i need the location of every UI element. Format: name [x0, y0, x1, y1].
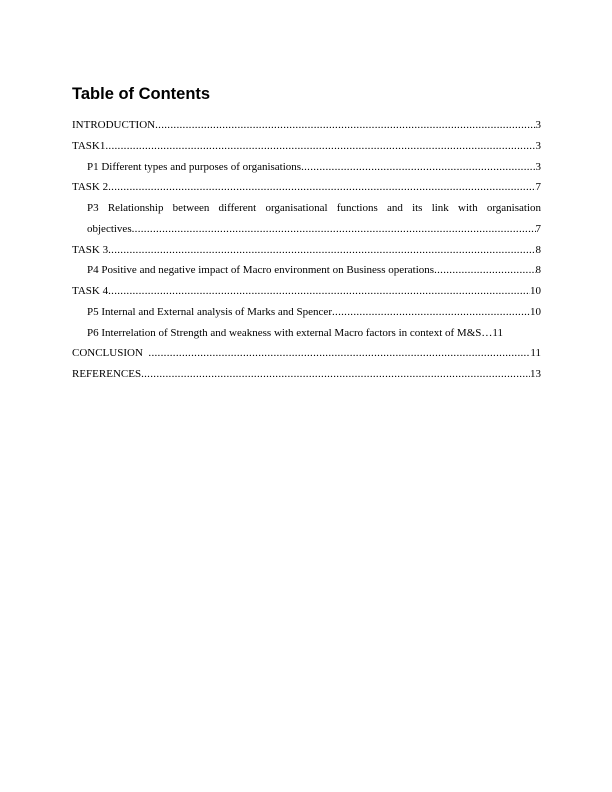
toc-entry-p6[interactable]: [72, 323, 541, 344]
toc-entry-label: INTRODUCTION: [72, 119, 156, 131]
dot-leader: [155, 115, 535, 136]
toc-entry-label-line2-row: [87, 219, 541, 240]
toc-entry-label: P5 Internal and External analysis of Marks and Spencer: [87, 305, 332, 318]
toc-page-number: 8: [535, 264, 541, 277]
toc-entry-task2[interactable]: [72, 177, 541, 198]
toc-page-number: 11: [530, 347, 541, 360]
toc-page-number: 13: [530, 368, 541, 380]
toc-entry-task4[interactable]: [72, 281, 541, 302]
toc-page-number: 11: [492, 326, 503, 339]
toc-page-number: 10: [530, 305, 541, 318]
toc-page-number: 3: [535, 139, 541, 152]
toc-entry-task1[interactable]: [72, 136, 541, 157]
toc-entry-p4[interactable]: [72, 260, 541, 281]
toc-page-number: 10: [530, 285, 541, 297]
dot-leader: [105, 136, 535, 157]
toc-entry-task3[interactable]: [72, 240, 541, 261]
toc-entry-label: TASK1: [72, 139, 106, 152]
dot-leader: [332, 302, 530, 323]
toc-entry-conclusion[interactable]: [72, 343, 541, 364]
toc-entry-introduction[interactable]: [72, 115, 541, 136]
toc-entry-label-line1: P3 Relationship between different organisational functions and its link with organisation: [87, 202, 541, 214]
dot-leader: [108, 177, 535, 198]
toc-entry-label: P6 Interrelation of Strength and weakness with external Macro factors in context of M&S…: [87, 326, 493, 339]
toc-entry-label: P1 Different types and purposes of organisations: [87, 160, 302, 173]
toc-entry-references[interactable]: [72, 364, 541, 385]
dot-leader: [434, 260, 535, 281]
dot-leader: [148, 343, 530, 364]
toc-entry-p5[interactable]: [72, 302, 541, 323]
toc-entry-label: TASK 3: [72, 243, 109, 256]
dot-leader: [141, 364, 530, 385]
toc-page-number: 3: [535, 160, 541, 173]
dot-leader: [108, 281, 530, 302]
dot-leader: [132, 219, 536, 240]
toc-entry-label-line2: objectives: [87, 222, 132, 235]
table-of-contents: [72, 115, 541, 385]
toc-entry-label: CONCLUSION: [72, 347, 149, 360]
toc-page-number: 7: [535, 222, 541, 235]
toc-page-number: 8: [535, 243, 541, 256]
toc-entry-p3[interactable]: [72, 198, 541, 240]
toc-page-number: 3: [535, 119, 541, 131]
dot-leader: [301, 157, 535, 178]
toc-entry-label: REFERENCES: [72, 368, 142, 380]
dot-leader: [108, 240, 535, 261]
toc-entry-label: P4 Positive and negative impact of Macro environment on Business operations: [87, 264, 435, 277]
toc-page-number: 7: [535, 181, 541, 194]
toc-entry-p1[interactable]: [72, 157, 541, 178]
toc-entry-label: TASK 2: [72, 181, 109, 194]
toc-entry-label: TASK 4: [72, 285, 109, 297]
toc-heading: Table of Contents: [72, 85, 211, 103]
